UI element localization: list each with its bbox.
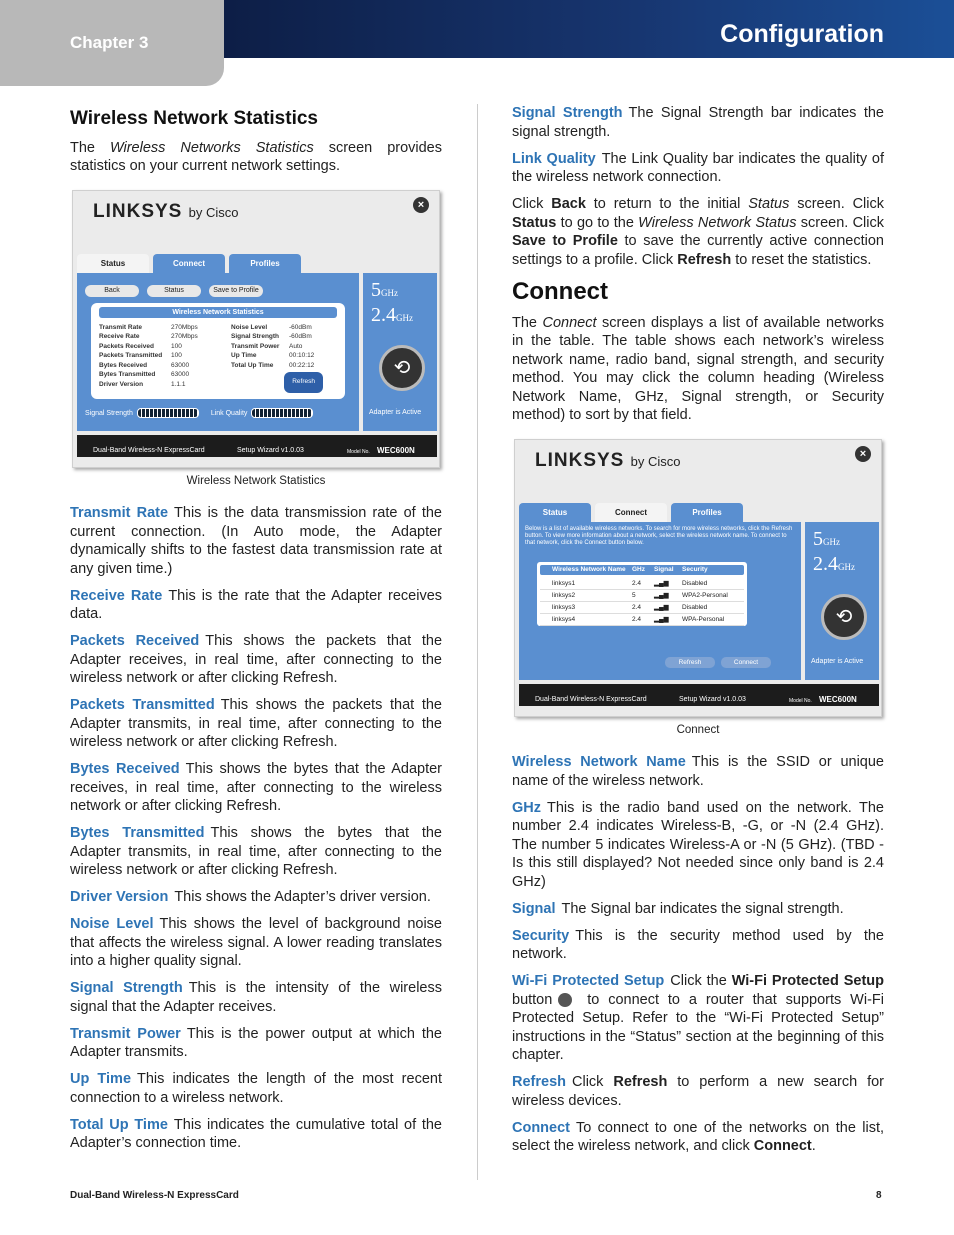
model-label: Model No. xyxy=(347,448,370,455)
right-column xyxy=(512,104,884,1164)
text: to reset the statistics. xyxy=(731,251,872,268)
signal-meter xyxy=(137,408,199,418)
term-text: The Signal bar indicates the signal strength. xyxy=(561,900,844,917)
cell-security: Disabled xyxy=(682,603,708,611)
save-profile-button: Save to Profile xyxy=(209,285,263,297)
cell-ghz: 2.4 xyxy=(632,579,642,587)
term-paragraph xyxy=(512,927,884,964)
cell-ghz: 2.4 xyxy=(632,603,642,611)
stat-val: 270Mbps xyxy=(171,323,198,331)
term-label: Bytes Received xyxy=(70,761,180,777)
meters-row xyxy=(85,405,323,424)
signal-bars-icon: ▂▄▆ xyxy=(654,615,669,623)
term-paragraph xyxy=(70,979,442,1016)
cell-security: Disabled xyxy=(682,579,708,587)
col-name: Wireless Network Name xyxy=(552,565,626,573)
caption-connect: Connect xyxy=(676,723,720,736)
stats-heading: Wireless Network Statistics xyxy=(70,108,318,129)
text-em: Wireless Networks Statistics xyxy=(109,139,314,156)
text: The xyxy=(70,139,110,156)
text: to perform a new search for wireless devices. xyxy=(512,1074,885,1109)
tab-status: Status xyxy=(519,503,591,523)
term-paragraph xyxy=(70,760,442,816)
text-bold: Status xyxy=(512,214,557,231)
side-panel xyxy=(363,273,437,431)
term-paragraph xyxy=(70,1116,442,1153)
cell-name: linksys2 xyxy=(552,591,576,599)
status-button: Status xyxy=(147,285,201,297)
refresh-button: Refresh xyxy=(665,657,715,668)
footer-product: Dual-Band Wireless-N ExpressCard xyxy=(70,1190,239,1201)
network-table xyxy=(537,562,747,626)
text: The xyxy=(512,314,543,331)
stat-row xyxy=(99,361,198,371)
stat-val: -60dBm xyxy=(289,333,312,340)
band-unit: GHz xyxy=(838,561,855,572)
stat-row xyxy=(99,332,198,342)
text: Click xyxy=(572,1074,614,1090)
logo-by: by Cisco xyxy=(188,204,239,220)
connect-intro xyxy=(512,314,884,425)
linksys-logo xyxy=(93,200,239,223)
term-label: Refresh xyxy=(512,1074,566,1090)
text: screen. Click xyxy=(796,214,884,231)
stats-left xyxy=(99,323,198,390)
term-text: This shows the packets that the Adapter transmits, in real time, after connecting to the wireless network or after clicking Refresh. xyxy=(70,697,442,750)
text-em: Wireless Network Status xyxy=(638,214,797,231)
band-5: 5 xyxy=(371,278,381,301)
logo-text: LINKSYS xyxy=(535,449,625,471)
wizard-version: Setup Wizard v1.0.03 xyxy=(679,695,746,703)
term-label: Driver Version xyxy=(70,889,169,905)
link-meter xyxy=(251,408,313,418)
term-label: Packets Received xyxy=(70,633,200,649)
signal-bars-icon: ▂▄▆ xyxy=(654,591,669,599)
refresh-button: Refresh xyxy=(284,372,323,393)
term-paragraph xyxy=(512,753,884,790)
term-label: Bytes Transmitted xyxy=(70,825,205,841)
stat-row xyxy=(231,361,314,371)
table-row xyxy=(540,614,744,626)
stat-key: Bytes Received xyxy=(99,361,148,369)
stat-row xyxy=(99,351,198,361)
chapter-label: Chapter 3 xyxy=(70,33,149,52)
term-label: Wireless Network Name xyxy=(512,754,686,770)
term-text: This indicates the cumulative total of the Adapter’s connection time. xyxy=(70,1116,442,1151)
stat-key: Signal Strength xyxy=(231,333,280,340)
refresh-paragraph xyxy=(512,1073,884,1110)
band-indicator xyxy=(371,279,413,329)
tab-connect: Connect xyxy=(595,503,667,523)
term-label: Transmit Rate xyxy=(70,505,169,521)
linksys-logo xyxy=(535,449,681,472)
stats-panel xyxy=(77,273,359,431)
term-text: This shows the bytes that the Adapter transmits, in real time, after connecting to the wireless network or after clicking Refresh. xyxy=(70,825,442,878)
text-bold: Refresh xyxy=(677,251,732,268)
term-label: Signal xyxy=(512,900,556,917)
term-paragraph xyxy=(70,824,442,880)
cell-security: WPA-Personal xyxy=(682,615,725,623)
click-paragraph xyxy=(512,195,884,269)
term-label: Link Quality xyxy=(512,150,596,167)
stat-key: Transmit Power xyxy=(231,342,280,350)
signal-label: Signal Strength xyxy=(85,409,133,417)
left-column xyxy=(70,104,442,1161)
term-text: This is the power output at which the Adapter transmits. xyxy=(70,1025,442,1060)
text: to save the currently active connection settings to a profile. Click xyxy=(512,233,884,268)
connect-paragraph xyxy=(512,1119,884,1156)
term-paragraph xyxy=(70,632,442,688)
term-label: Signal Strength xyxy=(70,980,183,996)
band-indicator xyxy=(813,528,855,578)
close-icon: × xyxy=(855,446,871,462)
wps-button-icon: ⟲ xyxy=(821,594,867,640)
stats-screenshot xyxy=(72,190,440,468)
stat-row xyxy=(231,342,314,352)
stat-val: 00:10:12 xyxy=(289,352,315,359)
stat-row xyxy=(99,323,198,333)
cell-ghz: 5 xyxy=(632,591,636,599)
table-row xyxy=(540,590,744,602)
band-24: 2.4 xyxy=(813,552,838,575)
term-paragraph xyxy=(70,888,442,907)
product-name: Dual-Band Wireless-N ExpressCard xyxy=(535,695,647,703)
text-bold: Back xyxy=(551,196,586,212)
stats-right xyxy=(231,323,314,371)
page-number: 8 xyxy=(876,1190,882,1201)
stat-key: Bytes Transmitted xyxy=(99,371,156,378)
model-number: WEC600N xyxy=(819,694,857,704)
chapter-tab xyxy=(0,0,224,86)
text: Click xyxy=(512,196,552,212)
text-em: Status xyxy=(748,196,790,212)
stat-key: Transmit Rate xyxy=(99,323,142,331)
connect-instructions: Below is a list of available wireless networks. To search for more wireless networks, click the Refresh button. To view more information about a network, select the wireless network name. To connect to that network, click the Connect button below. xyxy=(525,525,793,546)
stat-val: 1.1.1 xyxy=(171,380,186,388)
section-banner xyxy=(224,0,954,58)
stats-intro xyxy=(70,139,442,176)
stat-val: Auto xyxy=(289,342,303,350)
term-label: Noise Level xyxy=(70,916,154,932)
logo-by: by Cisco xyxy=(630,453,681,469)
stat-val: 00:22:12 xyxy=(289,361,315,369)
connect-panel xyxy=(519,522,801,680)
term-text: This is the data transmission rate of the current connection. (In Auto mode, the Adapter dynamically shifts to the fastest data transmission rate at any given time.) xyxy=(70,505,442,577)
term-text: This shows the packets that the Adapter receives, in real time, after connecting to the wireless network or after clicking Refresh. xyxy=(70,633,443,686)
term-paragraph xyxy=(70,1025,442,1062)
term-paragraph xyxy=(70,587,442,624)
term-text: This is the radio band used on the network. The number 2.4 indicates Wireless-B, -G, or -N (2.4 GHz). The number 5 indicates Wireless-A or -N (5 GHz). (TBD - Is this still displayed? Not needed since only band is 2.4 GHz) xyxy=(512,799,884,890)
stat-row xyxy=(231,332,314,342)
screenshot-tabs xyxy=(519,502,747,522)
term-text: This is the SSID or unique name of the wireless network. xyxy=(512,754,884,789)
stat-val: 63000 xyxy=(171,371,190,378)
term-text: This shows the bytes that the Adapter receives, in real time, after connecting to the wireless network or after clicking Refresh. xyxy=(70,761,443,814)
section-title: Configuration xyxy=(720,20,884,48)
screenshot-footer xyxy=(77,435,437,457)
term-text: This is the intensity of the wireless signal that the Adapter receives. xyxy=(70,980,442,1015)
tab-status: Status xyxy=(77,254,149,274)
stats-box xyxy=(91,303,345,399)
term-label: Packets Transmitted xyxy=(70,697,215,713)
term-text: The Link Quality bar indicates the quality of the wireless network connection. xyxy=(512,150,884,185)
cell-name: linksys1 xyxy=(552,579,576,587)
side-panel xyxy=(805,522,879,680)
term-paragraph xyxy=(70,1070,442,1107)
term-text: This indicates the length of the most recent connection to a wireless network. xyxy=(70,1071,442,1106)
stat-key: Packets Transmitted xyxy=(99,352,163,359)
stat-key: Noise Level xyxy=(231,323,268,331)
wps-button-icon: ⟲ xyxy=(379,345,425,391)
stat-row xyxy=(231,323,314,333)
screenshot-footer xyxy=(519,684,879,706)
band-24: 2.4 xyxy=(371,303,396,326)
adapter-active: Adapter is Active xyxy=(811,658,864,665)
text-bold: Wi-Fi Protected Setup xyxy=(731,973,884,989)
text: button xyxy=(512,991,553,1008)
cell-name: linksys4 xyxy=(552,615,576,623)
term-label: GHz xyxy=(512,799,541,816)
band-unit: GHz xyxy=(823,536,840,547)
stat-key: Up Time xyxy=(231,352,257,359)
stat-key: Receive Rate xyxy=(99,333,140,340)
term-label: Signal Strength xyxy=(512,105,623,121)
table-row xyxy=(540,578,744,590)
term-label: Connect xyxy=(512,1119,570,1136)
stat-val: 270Mbps xyxy=(171,333,198,340)
term-label: Total Up Time xyxy=(70,1116,168,1133)
text: to return to the initial xyxy=(585,196,749,212)
table-header xyxy=(540,565,744,575)
band-5: 5 xyxy=(813,527,823,550)
band-unit: GHz xyxy=(396,312,413,323)
term-text: This shows the Adapter’s driver version. xyxy=(174,889,431,905)
stat-row xyxy=(99,342,198,352)
term-label: Receive Rate xyxy=(70,587,163,604)
stats-box-title: Wireless Network Statistics xyxy=(99,307,337,318)
stat-val: 100 xyxy=(171,342,182,350)
text: to connect to a router that supports Wi-Fi Protected Setup. Refer to the “Wi-Fi Protected Setup” instructions in the “Status” section at the beginning of this chapter. xyxy=(512,991,884,1063)
stat-key: Packets Received xyxy=(99,342,154,350)
term-paragraph xyxy=(70,504,442,578)
text: screen displays a list of available networks in the table. The table shows each network’s wireless network name, radio band, signal strength, and security method. You may click the column heading (Wireless Network Name, GHz, Signal strength, or Security method) to sort by that field. xyxy=(512,314,884,423)
term-paragraph xyxy=(512,900,884,919)
cell-security: WPA2-Personal xyxy=(682,591,728,599)
term-text: The Signal Strength bar indicates the signal strength. xyxy=(512,105,884,140)
connect-screenshot xyxy=(514,439,882,717)
text-bold: Refresh xyxy=(613,1074,668,1090)
cell-ghz: 2.4 xyxy=(632,615,642,623)
col-security: Security xyxy=(682,565,708,573)
stat-row xyxy=(231,351,314,361)
close-icon: × xyxy=(413,197,429,213)
wps-paragraph xyxy=(512,972,884,1065)
term-text: This shows the level of background noise that affects the wireless signal. A lower reading translates into a higher quality signal. xyxy=(70,916,442,969)
model-number: WEC600N xyxy=(377,445,415,455)
term-label: Wi-Fi Protected Setup xyxy=(512,973,665,989)
stat-row xyxy=(99,370,198,380)
stat-val: -60dBm xyxy=(289,323,312,331)
screenshot-tabs xyxy=(77,253,305,273)
term-label: Up Time xyxy=(70,1071,132,1087)
col-ghz: GHz xyxy=(632,565,645,573)
signal-bars-icon: ▂▄▆ xyxy=(654,579,669,587)
text: . xyxy=(811,1138,816,1154)
link-label: Link Quality xyxy=(210,409,248,417)
text-em: Connect xyxy=(542,314,597,331)
stat-row xyxy=(99,380,198,390)
wizard-version: Setup Wizard v1.0.03 xyxy=(237,446,304,454)
term-text: This is the rate that the Adapter receives data. xyxy=(70,587,443,622)
term-label: Security xyxy=(512,927,570,944)
button-row xyxy=(85,279,271,298)
signal-bars-icon: ▂▄▆ xyxy=(654,603,669,611)
term-paragraph xyxy=(512,150,884,187)
term-paragraph xyxy=(70,696,442,752)
wps-icon xyxy=(558,993,572,1007)
connect-buttons xyxy=(659,651,771,670)
cell-name: linksys3 xyxy=(552,603,576,611)
back-button: Back xyxy=(85,285,139,297)
model-label: Model No. xyxy=(789,697,812,704)
band-unit: GHz xyxy=(381,287,398,298)
text-bold: Connect xyxy=(753,1138,812,1154)
connect-heading: Connect xyxy=(512,278,608,305)
tab-profiles: Profiles xyxy=(671,503,743,523)
stat-val: 100 xyxy=(171,352,182,359)
tab-connect: Connect xyxy=(153,254,225,274)
text: screen provides statistics on your current network settings. xyxy=(70,139,443,174)
text: Click the xyxy=(670,973,732,989)
stat-key: Total Up Time xyxy=(231,361,274,369)
stat-key: Driver Version xyxy=(99,380,144,388)
caption-stats: Wireless Network Statistics xyxy=(186,474,326,487)
term-paragraph xyxy=(512,104,884,141)
tab-profiles: Profiles xyxy=(229,254,301,274)
text-bold: Save to Profile xyxy=(512,233,618,249)
term-paragraph xyxy=(512,799,884,892)
text: to go to the xyxy=(556,214,639,231)
term-text: This is the security method used by the network. xyxy=(512,927,884,962)
product-name: Dual-Band Wireless-N ExpressCard xyxy=(93,446,205,454)
term-label: Transmit Power xyxy=(70,1025,181,1042)
adapter-active: Adapter is Active xyxy=(369,409,422,416)
logo-text: LINKSYS xyxy=(93,200,183,222)
col-signal: Signal xyxy=(654,565,674,573)
text: screen. Click xyxy=(789,196,885,212)
term-paragraph xyxy=(70,915,442,971)
table-row xyxy=(540,602,744,614)
stat-val: 63000 xyxy=(171,361,190,369)
text: To connect to one of the networks on the list, select the wireless network, and click xyxy=(512,1119,884,1154)
column-divider xyxy=(477,104,478,1180)
connect-button: Connect xyxy=(721,657,771,668)
